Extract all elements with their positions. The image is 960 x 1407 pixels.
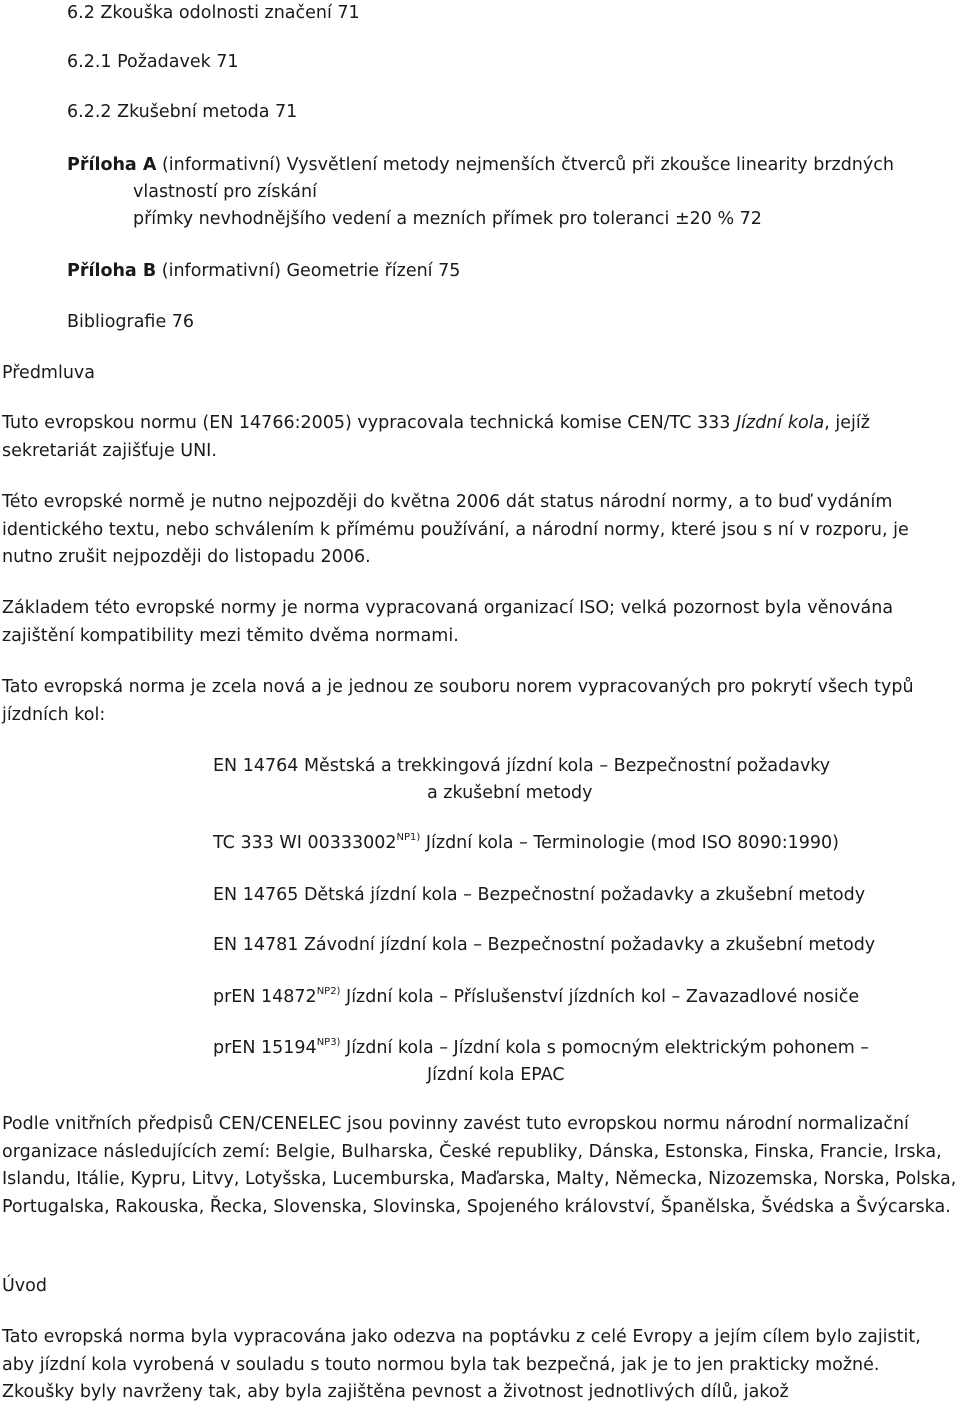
intro-heading: Úvod <box>2 1276 47 1296</box>
annex-a-title-line2: vlastností pro získání <box>133 182 317 202</box>
annex-b-label: Příloha B <box>67 261 157 281</box>
standard-item-1-cont: a zkušební metody <box>427 783 593 803</box>
annex-a-title-line3: přímky nevhodnějšího vedení a mezních přímek pro toleranci ±20 % 72 <box>133 209 762 229</box>
toc-entry-annex-a <box>67 152 894 180</box>
footnote-ref: NP3) <box>316 1037 341 1048</box>
committee-name: Jízdní kola <box>735 413 825 433</box>
annex-a-title-line1: (informativní) Vysvětlení metody nejmenších čtverců při zkoušce linearity brzdných <box>156 155 894 175</box>
footnote-ref: NP1) <box>396 832 421 843</box>
standard-item-2: TC 333 WI $00333002^{NP1)}$ Jízdní kola – Terminologie (mod ISO 8090:1990) <box>213 832 839 853</box>
foreword-heading: Předmluva <box>2 363 96 383</box>
standard-item-4: EN 14781 Závodní jízdní kola – Bezpečnostní požadavky a zkušební metody <box>213 935 876 955</box>
annex-b-title: (informativní) Geometrie řízení 75 <box>156 261 461 281</box>
toc-entry-6-2: 6.2 Zkouška odolnosti značení 71 <box>67 3 360 23</box>
standard-item-5: prEN $14872^{NP2)}$ Jízdní kola – Příslušenství jízdních kol – Zavazadlové nosiče <box>213 986 860 1007</box>
annex-a-label: Příloha A <box>67 155 157 175</box>
foreword-paragraph-5: Podle vnitřních předpisů CEN/CENELEC jsou povinny zavést tuto evropskou normu národní normalizační organizace následujících zemí: Belgie, Bulharska, České republiky, Dánska, Estonska, Finska, Francie, Irska, Islandu, Itálie, Kypru, Litvy, Lotyšska, Lucemburska, Maďarska, Malty, Německa, Nizozemska, Norska, Polska, Portugalska, Rakouska, Řecka, Slovenska, Slovinska, Spojeného království, Španělska, Švédska a Švýcarska. <box>2 1114 957 1217</box>
standard-item-6: prEN $15194^{NP3)}$ Jízdní kola – Jízdní kola s pomocným elektrickým pohonem – <box>213 1037 870 1058</box>
toc-entry-6-2-1: 6.2.1 Požadavek 71 <box>67 52 239 72</box>
standard-item-3: EN 14765 Dětská jízdní kola – Bezpečnostní požadavky a zkušební metody <box>213 885 866 905</box>
toc-entry-6-2-2: 6.2.2 Zkušební metoda 71 <box>67 102 298 122</box>
standard-item-6-cont: Jízdní kola EPAC <box>427 1065 565 1085</box>
foreword-paragraph-3: Základem této evropské normy je norma vypracovaná organizací ISO; velká pozornost byla věnována zajištění kompatibility mezi těmito dvěma normami. <box>2 598 894 646</box>
foreword-paragraph-4: Tato evropská norma je zcela nová a je jednou ze souboru norem vypracovaných pro pokrytí všech typů jízdních kol: <box>2 677 914 725</box>
intro-paragraph-1: Tato evropská norma byla vypracována jako odezva na poptávku z celé Evropy a jejím cílem bylo zajistit, aby jízdní kola vyrobená v souladu s touto normou byla tak bezpečná, jak je to jen prakticky možné. Zkoušky byly navrženy tak, aby byla zajištěna pevnost a životnost jednotlivých dílů, jakož <box>2 1327 921 1402</box>
toc-entry-annex-b <box>67 258 460 286</box>
toc-entry-bibliography: Bibliografie 76 <box>67 312 195 332</box>
foreword-paragraph-2: Této evropské normě je nutno nejpozději do května 2006 dát status národní normy, a to buď vydáním identického textu, nebo schválením k přímému používání, a národní normy, které jsou s ní v rozporu, je nutno zrušit nejpozději do listopadu 2006. <box>2 492 909 567</box>
foreword-paragraph-1: Tuto evropskou normu (EN 14766:2005) vypracovala technická komise CEN/TC 333 Jízdní kola, jejíž sekretariát zajišťuje UNI. <box>2 413 870 461</box>
standard-item-1: EN 14764 Městská a trekkingová jízdní kola – Bezpečnostní požadavky <box>213 756 831 776</box>
footnote-ref: NP2) <box>316 986 341 997</box>
